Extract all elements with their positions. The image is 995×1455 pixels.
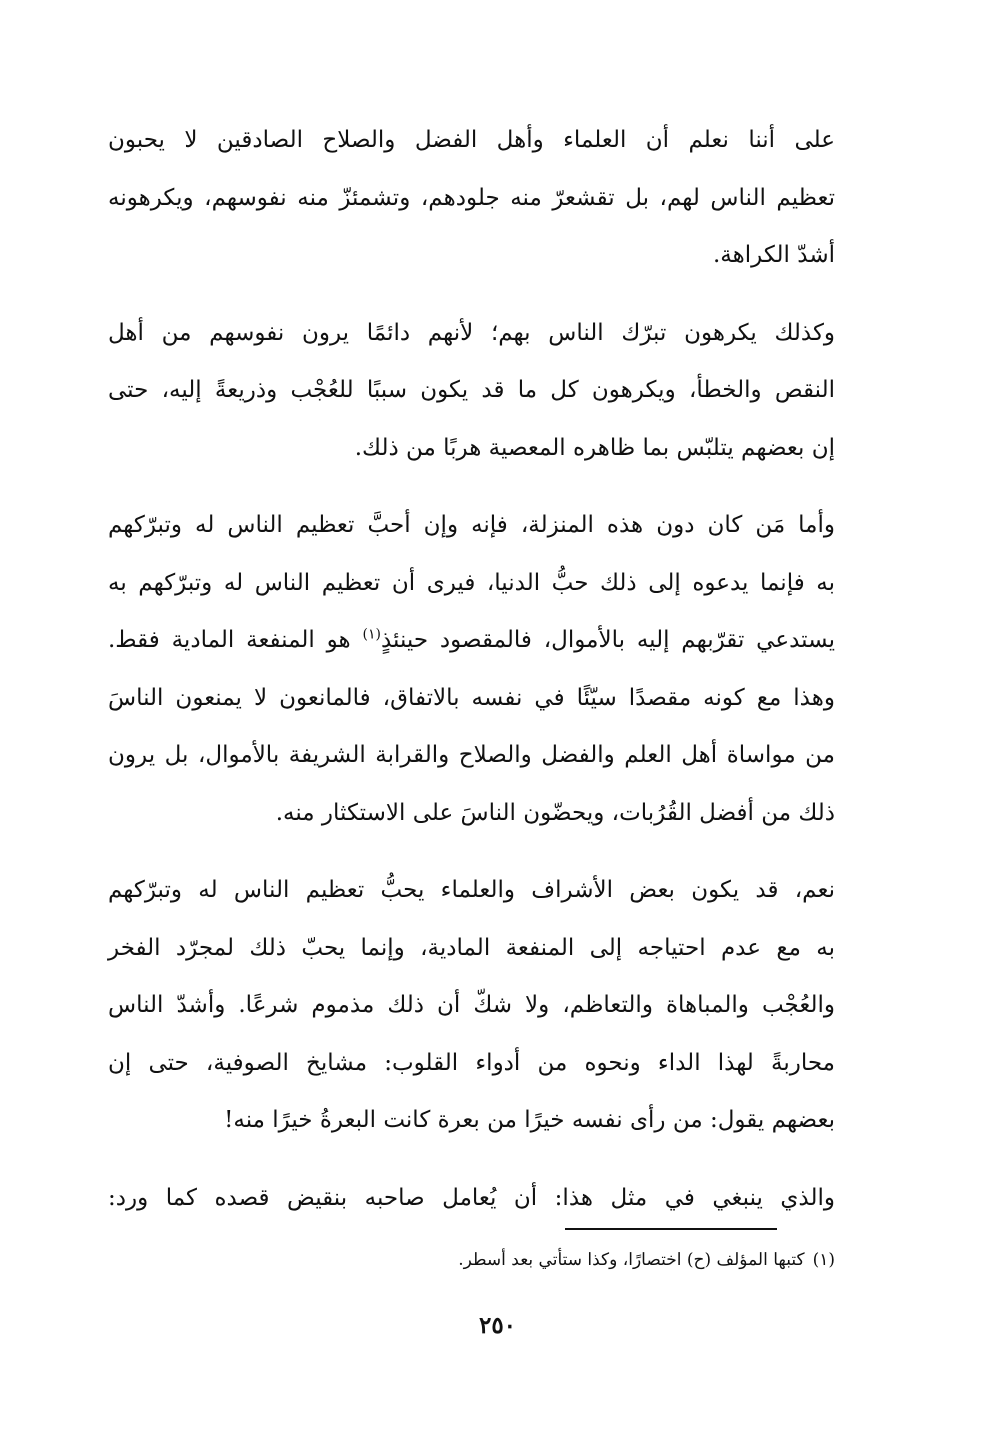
text-line: نعم، قد يكون بعض الأشراف والعلماء يحبُّ تعظيم الناس له وتبرّكهم bbox=[108, 877, 835, 903]
text-line: به فإنما يدعوه إلى ذلك حبُّ الدنيا، فيرى أن تعظيم الناس له وتبرّكهم به bbox=[108, 569, 835, 596]
paragraph-4 bbox=[108, 862, 835, 1150]
text-line: تعظيم الناس لهم، بل تقشعرّ منه جلودهم، وتشمئزّ منه نفوسهم، ويكرهونه bbox=[108, 184, 835, 211]
text-line: وأما مَن كان دون هذه المنزلة، فإنه وإن أحبَّ تعظيم الناس له وتبرّكهم bbox=[108, 512, 835, 538]
text-line: ذلك من أفضل القُرُبات، ويحضّون الناسَ على الاستكثار منه. bbox=[275, 799, 835, 826]
main-text bbox=[108, 112, 835, 1247]
footnote-divider bbox=[565, 1228, 777, 1230]
footnote bbox=[108, 1245, 835, 1275]
paragraph-5 bbox=[108, 1170, 835, 1228]
text-line: والعُجْب والمباهاة والتعاظم، ولا شكّ أن ذلك مذموم شرعًا. وأشدّ الناس bbox=[108, 992, 835, 1018]
text-line-with-note bbox=[108, 612, 835, 670]
text-line: وكذلك يكرهون تبرّك الناس بهم؛ لأنهم دائمًا يرون نفوسهم من أهل bbox=[108, 319, 835, 346]
text-segment: يستدعي تقرّبهم إليه بالأموال، فالمقصود حينئذٍ bbox=[380, 627, 836, 653]
text-line: والذي ينبغي في مثل هذا: أن يُعامل صاحبه بنقيض قصده كما ورد: bbox=[108, 1184, 835, 1211]
paragraph-1 bbox=[108, 112, 835, 285]
footnote-marker: (١) bbox=[362, 626, 381, 643]
text-line: من مواساة أهل العلم والفضل والصلاح والقرابة الشريفة بالأموال، بل يرون bbox=[108, 742, 835, 768]
text-line: النقص والخطأ، ويكرهون كل ما قد يكون سببًا للعُجْب وذريعةً إليه، حتى bbox=[108, 377, 835, 403]
paragraph-3 bbox=[108, 497, 835, 842]
paragraph-2 bbox=[108, 305, 835, 478]
text-segment: هو المنفعة المادية فقط. bbox=[108, 627, 363, 653]
text-line: بعضهم يقول: من رأى نفسه خيرًا من بعرة كانت البعرةُ خيرًا منه! bbox=[224, 1107, 835, 1133]
text-line: محاربةً لهذا الداء ونحوه من أدواء القلوب: مشايخ الصوفية، حتى إن bbox=[108, 1049, 835, 1076]
page-number: ٢٥٠ bbox=[478, 1312, 517, 1339]
text-line: على أننا نعلم أن العلماء وأهل الفضل والصلاح الصادقين لا يحبون bbox=[108, 127, 835, 153]
text-line: إن بعضهم يتلبّس بما ظاهره المعصية هربًا من ذلك. bbox=[354, 434, 835, 461]
text-line: به مع عدم احتياجه إلى المنفعة المادية، وإنما يحبّ ذلك لمجرّد الفخر bbox=[108, 934, 835, 961]
text-line: وهذا مع كونه مقصدًا سيّئًا في نفسه بالاتفاق، فالمانعون لا يمنعون الناسَ bbox=[108, 684, 835, 711]
footnote-text: كتبها المؤلف (ح) اختصارًا، وكذا ستأتي بعد أسطر. bbox=[458, 1250, 805, 1270]
footnote-number: (١) bbox=[812, 1250, 835, 1270]
text-line: أشدّ الكراهة. bbox=[713, 242, 835, 268]
